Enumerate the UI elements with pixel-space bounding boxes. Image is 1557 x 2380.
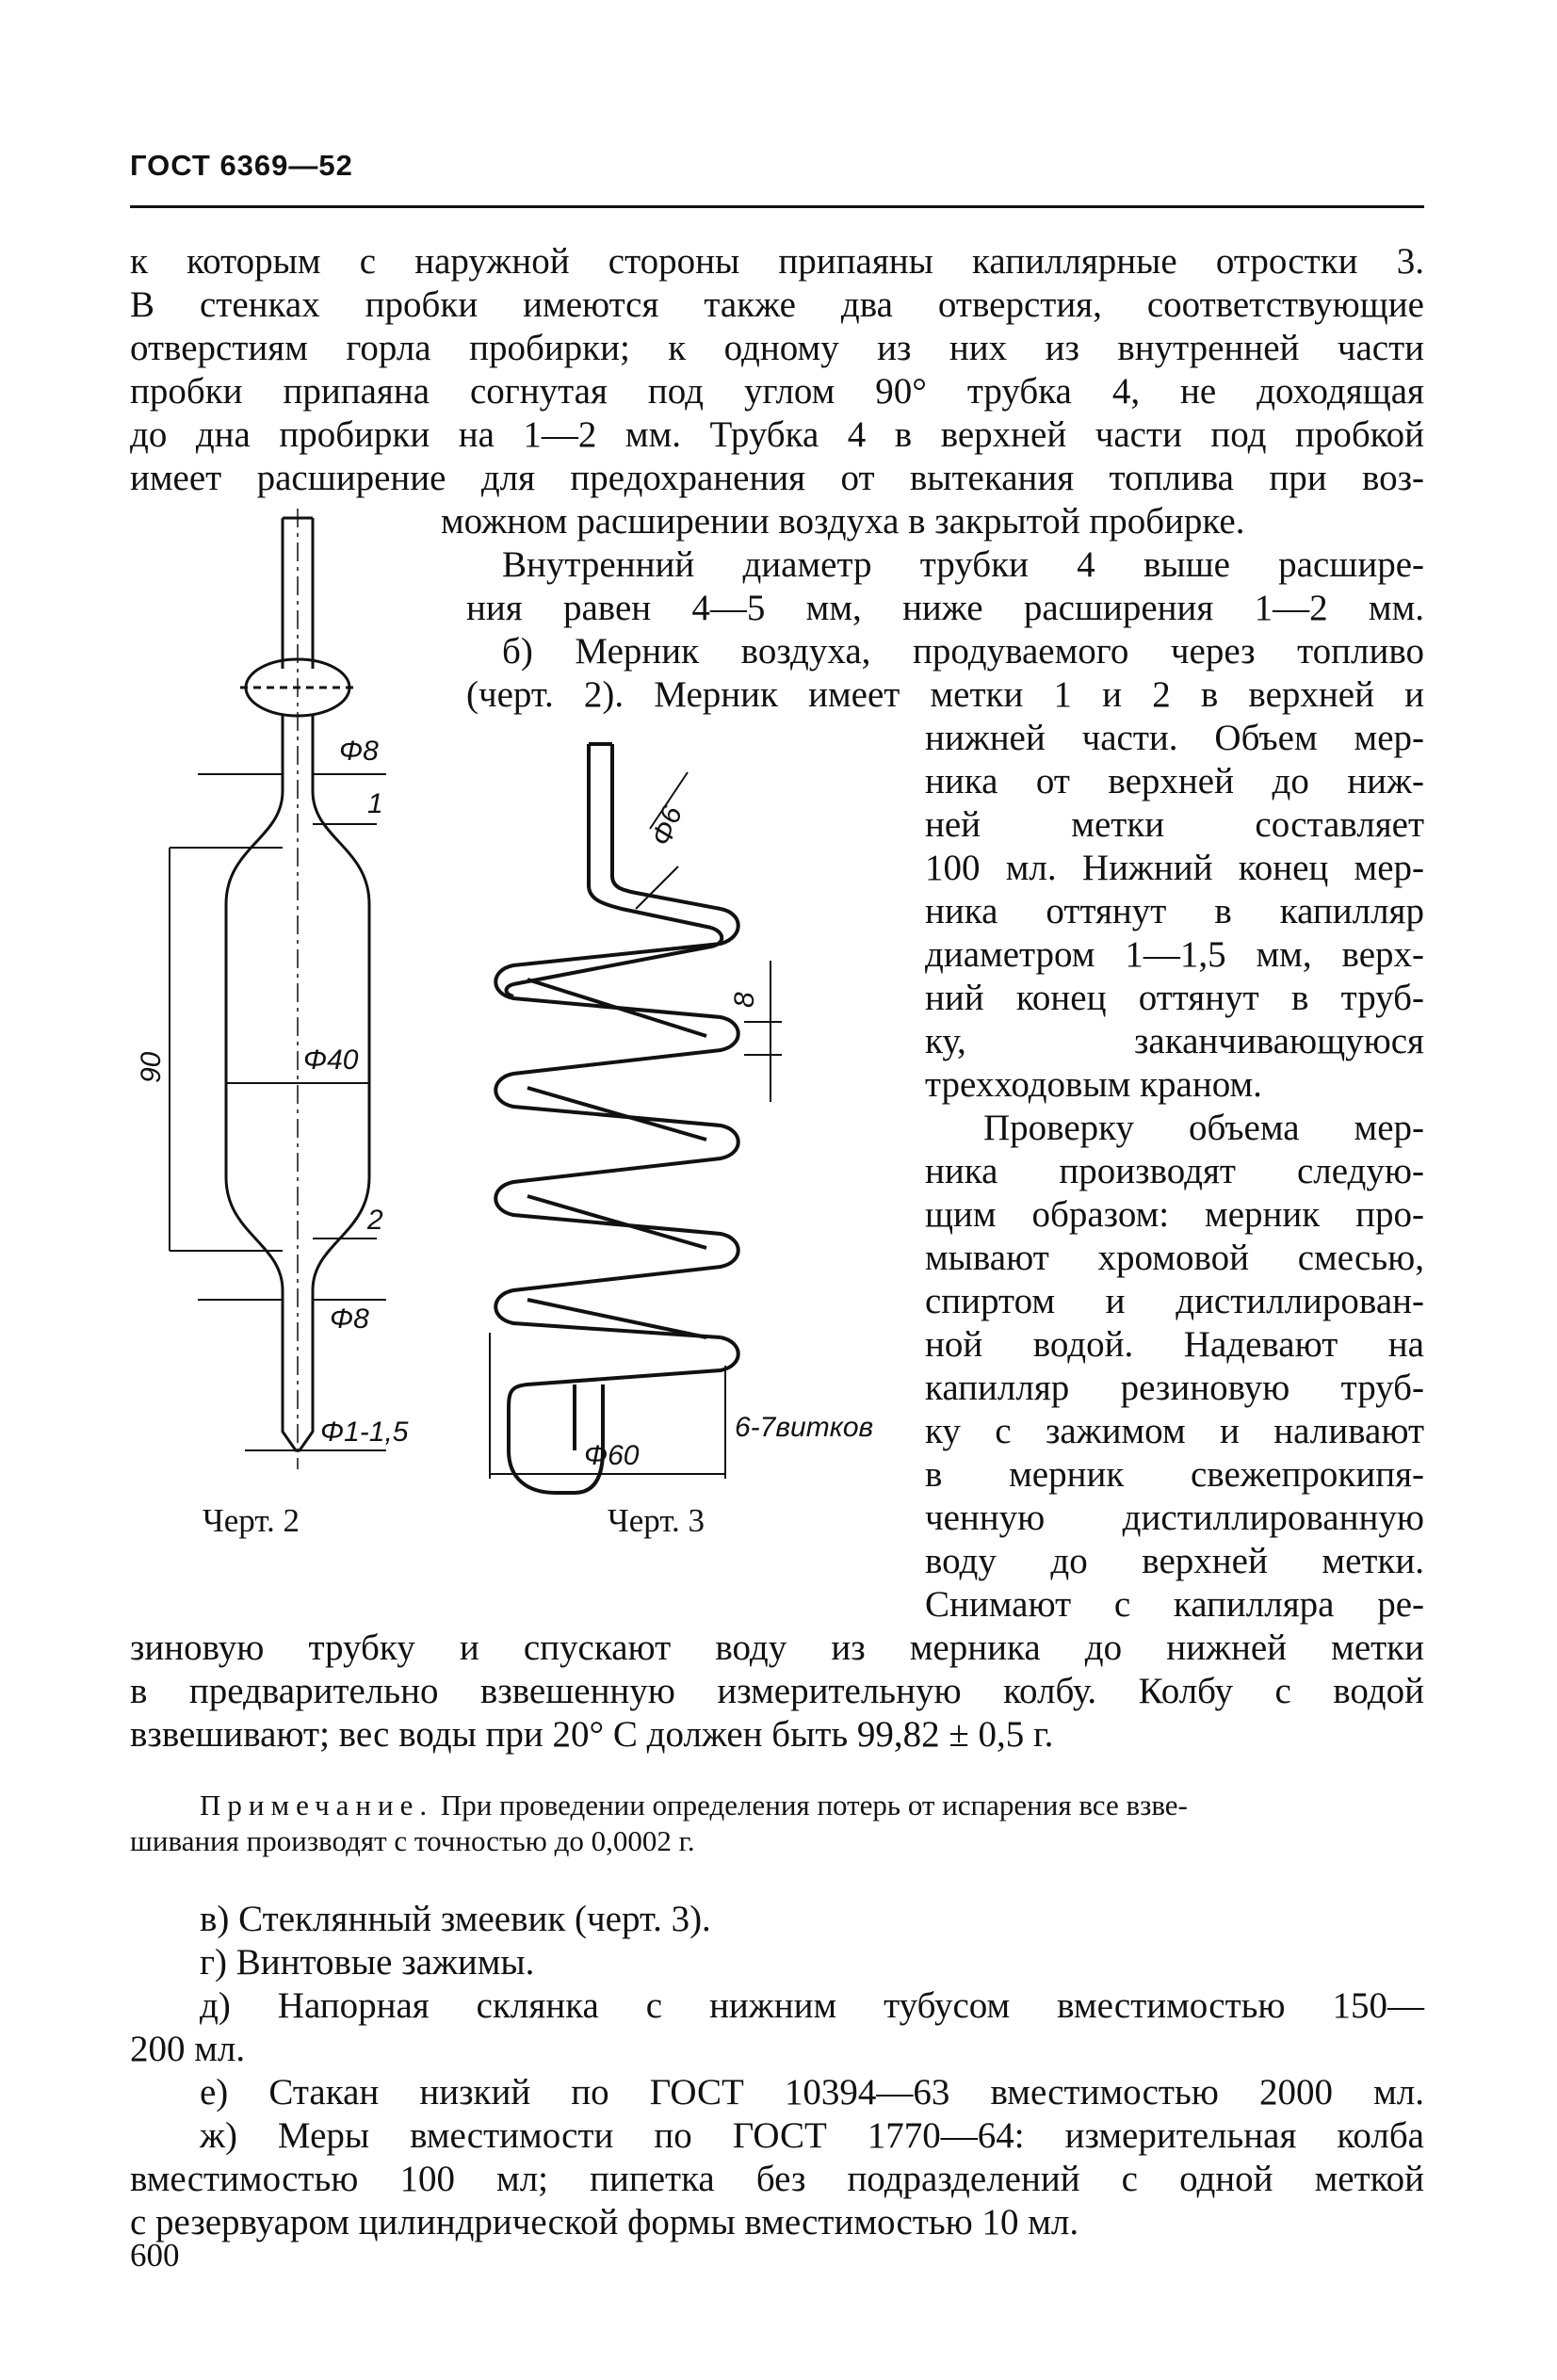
body-line: воду до верхней метки. xyxy=(925,1541,1424,1581)
body-line: трехходовым краном. xyxy=(925,1064,1262,1105)
figure-2-air-meter xyxy=(136,499,452,1488)
body-line: ния равен 4—5 мм, ниже расширения 1—2 мм. xyxy=(466,588,1424,628)
header-rule xyxy=(130,205,1424,208)
body-line: ку с зажимом и наливают xyxy=(925,1411,1424,1451)
body-line: в мерник свежепрокипя- xyxy=(925,1454,1424,1495)
fig3-dim-turns: 6-7витков xyxy=(735,1412,874,1443)
fig2-dim-body: Φ40 xyxy=(303,1044,359,1076)
body-line: Снимают с капилляра ре- xyxy=(925,1584,1424,1625)
figure-3-glass-coil xyxy=(471,735,923,1488)
note-line-2: шивания производят с точностью до 0,0002 г. xyxy=(130,1824,695,1857)
fig3-dim-tube: Φ6 xyxy=(645,801,689,850)
body-line: капилляр резиновую труб- xyxy=(925,1368,1424,1408)
figure-3-caption: Черт. 3 xyxy=(608,1502,705,1539)
body-line: В стенках пробки имеются также два отверстия, соответствующие xyxy=(130,284,1424,325)
note-label: Примечание. xyxy=(200,1789,434,1821)
body-line: ний конец оттянут в труб- xyxy=(925,978,1424,1018)
body-line: диаметром 1—1,5 мм, верх- xyxy=(925,934,1424,975)
body-line: 100 мл. Нижний конец мер- xyxy=(925,848,1424,888)
body-line: ней метки составляет xyxy=(925,804,1424,845)
body-line: имеет расширение для предохранения от вытекания топлива при воз- xyxy=(130,458,1424,498)
fig2-mark-1: 1 xyxy=(367,788,383,819)
body-line: (черт. 2). Мерник имеет метки 1 и 2 в верхней и xyxy=(466,674,1424,715)
body-line: до дна пробирки на 1—2 мм. Трубка 4 в верхней части под пробкой xyxy=(130,414,1424,455)
document-header: ГОСТ 6369—52 xyxy=(130,149,353,182)
body-line: ку, заканчивающуюся xyxy=(925,1021,1424,1061)
body-line: б) Мерник воздуха, продуваемого через топливо xyxy=(502,631,1424,672)
body-line: ника производят следую- xyxy=(925,1151,1424,1191)
body-line: пробки припаяна согнутая под углом 90° трубка 4, не доходящая xyxy=(130,371,1424,412)
list-item: д) Напорная склянка с нижним тубусом вместимостью 150— xyxy=(200,1985,1424,2026)
body-line: зиновую трубку и спускают воду из мерника до нижней метки xyxy=(130,1627,1424,1668)
list-item: с резервуаром цилиндрической формы вместимостью 10 мл. xyxy=(130,2202,1079,2242)
list-item: ж) Меры вместимости по ГОСТ 1770—64: измерительная колба xyxy=(200,2115,1424,2156)
page-number: 600 xyxy=(130,2237,180,2274)
body-line: Внутренний диаметр трубки 4 выше расшире- xyxy=(502,544,1424,585)
fig2-dim-top-tube: Φ8 xyxy=(339,736,379,767)
body-line: спиртом и дистиллирован- xyxy=(925,1281,1424,1321)
list-item: вместимостью 100 мл; пипетка без подразделений с одной меткой xyxy=(130,2159,1424,2199)
body-line: отверстиям горла пробирки; к одному из них из внутренней части xyxy=(130,328,1424,368)
fig3-dim-diameter: Φ60 xyxy=(584,1440,640,1471)
list-item: е) Стакан низкий по ГОСТ 10394—63 вместимостью 2000 мл. xyxy=(200,2072,1424,2113)
body-line: Проверку объема мер- xyxy=(983,1108,1424,1148)
body-line: нижней части. Объем мер- xyxy=(925,718,1424,758)
fig3-dim-pitch: 8 xyxy=(729,992,760,1008)
body-line: ника оттянут в капилляр xyxy=(925,891,1424,931)
body-line: мывают хромовой смесью, xyxy=(925,1238,1424,1278)
body-line: можном расширении воздуха в закрытой пробирке. xyxy=(441,501,1245,542)
body-line: ной водой. Надевают на xyxy=(925,1324,1424,1365)
fig2-mark-2: 2 xyxy=(367,1205,383,1236)
fig2-dim-bottom-tube: Φ8 xyxy=(330,1303,369,1335)
body-line: к которым с наружной стороны припаяны капиллярные отростки 3. xyxy=(130,241,1424,282)
note-text: При проведении определения потерь от испарения все взве- xyxy=(440,1789,1188,1821)
body-line: в предварительно взвешенную измерительную колбу. Колбу с водой xyxy=(130,1671,1424,1711)
body-line: взвешивают; вес воды при 20° С должен быть 99,82 ± 0,5 г. xyxy=(130,1714,1054,1755)
fig2-dim-capillary: Φ1-1,5 xyxy=(320,1417,409,1448)
body-line: щим образом: мерник про- xyxy=(925,1194,1424,1235)
list-item: г) Винтовые зажимы. xyxy=(200,1942,535,1983)
list-item: в) Стеклянный змеевик (черт. 3). xyxy=(200,1899,711,1939)
fig2-dim-length: 90 xyxy=(136,1051,167,1083)
note-line-1 xyxy=(200,1788,1424,1823)
body-line: ченную дистиллированную xyxy=(925,1498,1424,1538)
figure-2-caption: Черт. 2 xyxy=(203,1502,300,1539)
list-item: 200 мл. xyxy=(130,2029,246,2069)
body-line: ника от верхней до ниж- xyxy=(925,761,1424,801)
